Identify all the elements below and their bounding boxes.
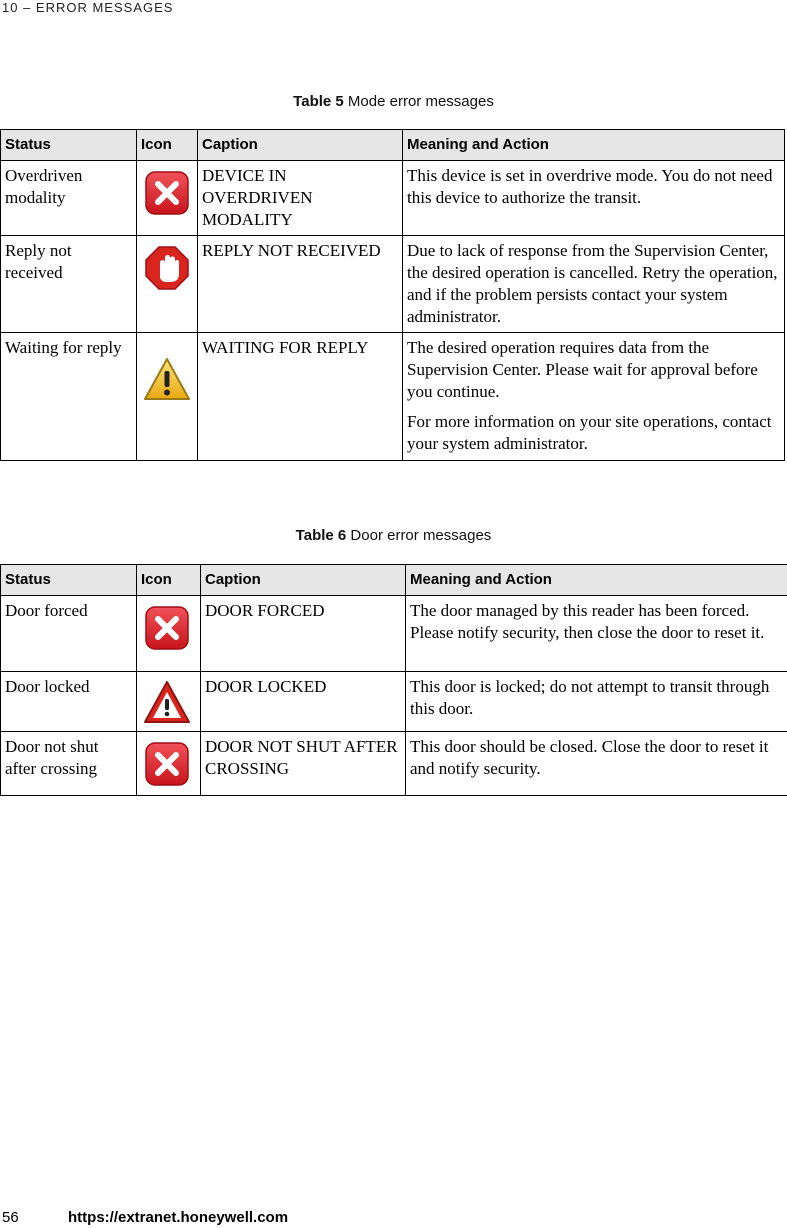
meaning-cell: This door should be closed. Close the door to reset it and notify security.	[406, 732, 787, 796]
status-cell: Overdriven modality	[1, 161, 137, 236]
icon-cell	[137, 161, 198, 236]
col-header-meaning: Meaning and Action	[406, 565, 787, 596]
table-6-title: Door error messages	[350, 527, 492, 544]
col-header-status: Status	[1, 565, 137, 596]
meaning-cell: The desired operation requires data from the Supervision Center. Please wait for approval before you continue. For more information on your site operations, contact your system administrator.	[403, 333, 785, 461]
table-row	[1, 333, 785, 461]
col-header-icon: Icon	[137, 130, 198, 161]
icon-cell	[137, 236, 198, 333]
table-header-row	[1, 130, 785, 161]
table-row	[1, 236, 785, 333]
status-cell: Door not shut after crossing	[1, 732, 137, 796]
status-cell: Reply not received	[1, 236, 137, 333]
col-header-status: Status	[1, 130, 137, 161]
meaning-cell: Due to lack of response from the Supervision Center, the desired operation is cancelled. Retry the operation, and if the problem persists contact your system administrator.	[403, 236, 785, 333]
mode-error-table	[0, 129, 785, 461]
icon-cell	[137, 333, 198, 461]
table-6-caption	[0, 527, 787, 544]
caption-cell: WAITING FOR REPLY	[198, 333, 403, 461]
caption-cell: DOOR NOT SHUT AFTER CROSSING	[201, 732, 406, 796]
table-5-title: Mode error messages	[347, 93, 494, 110]
error-x-icon	[143, 604, 191, 652]
status-cell: Door locked	[1, 672, 137, 732]
caption-cell: DOOR LOCKED	[201, 672, 406, 732]
status-cell: Waiting for reply	[1, 333, 137, 461]
meaning-cell: This device is set in overdrive mode. You do not need this device to authorize the transit.	[403, 161, 785, 236]
caption-cell: DOOR FORCED	[201, 596, 406, 672]
error-x-icon	[143, 740, 191, 788]
page-number: 56	[2, 1209, 19, 1226]
table-header-row	[1, 565, 787, 596]
col-header-caption: Caption	[201, 565, 406, 596]
col-header-icon: Icon	[137, 565, 201, 596]
meaning-cell: The door managed by this reader has been forced. Please notify security, then close the door to reset it.	[406, 596, 787, 672]
icon-cell	[137, 672, 201, 732]
warning-red-icon	[143, 678, 191, 726]
table-5-caption	[0, 93, 787, 110]
warning-yellow-icon	[143, 355, 191, 403]
icon-cell	[137, 596, 201, 672]
error-x-icon	[143, 169, 191, 217]
table-row	[1, 672, 787, 732]
table-row	[1, 596, 787, 672]
door-error-table	[0, 564, 787, 796]
status-cell: Door forced	[1, 596, 137, 672]
stop-hand-icon	[143, 244, 191, 292]
col-header-meaning: Meaning and Action	[403, 130, 785, 161]
col-header-caption: Caption	[198, 130, 403, 161]
table-6-label: Table 6	[295, 527, 347, 544]
meaning-cell: This door is locked; do not attempt to transit through this door.	[406, 672, 787, 732]
table-row	[1, 161, 785, 236]
table-5-label: Table 5	[293, 93, 344, 110]
icon-cell	[137, 732, 201, 796]
running-header: 10 – ERROR MESSAGES	[2, 0, 174, 15]
table-row	[1, 732, 787, 796]
footer-url[interactable]: https://extranet.honeywell.com	[68, 1209, 289, 1226]
caption-cell: REPLY NOT RECEIVED	[198, 236, 403, 333]
caption-cell: DEVICE IN OVERDRIVEN MODALITY	[198, 161, 403, 236]
